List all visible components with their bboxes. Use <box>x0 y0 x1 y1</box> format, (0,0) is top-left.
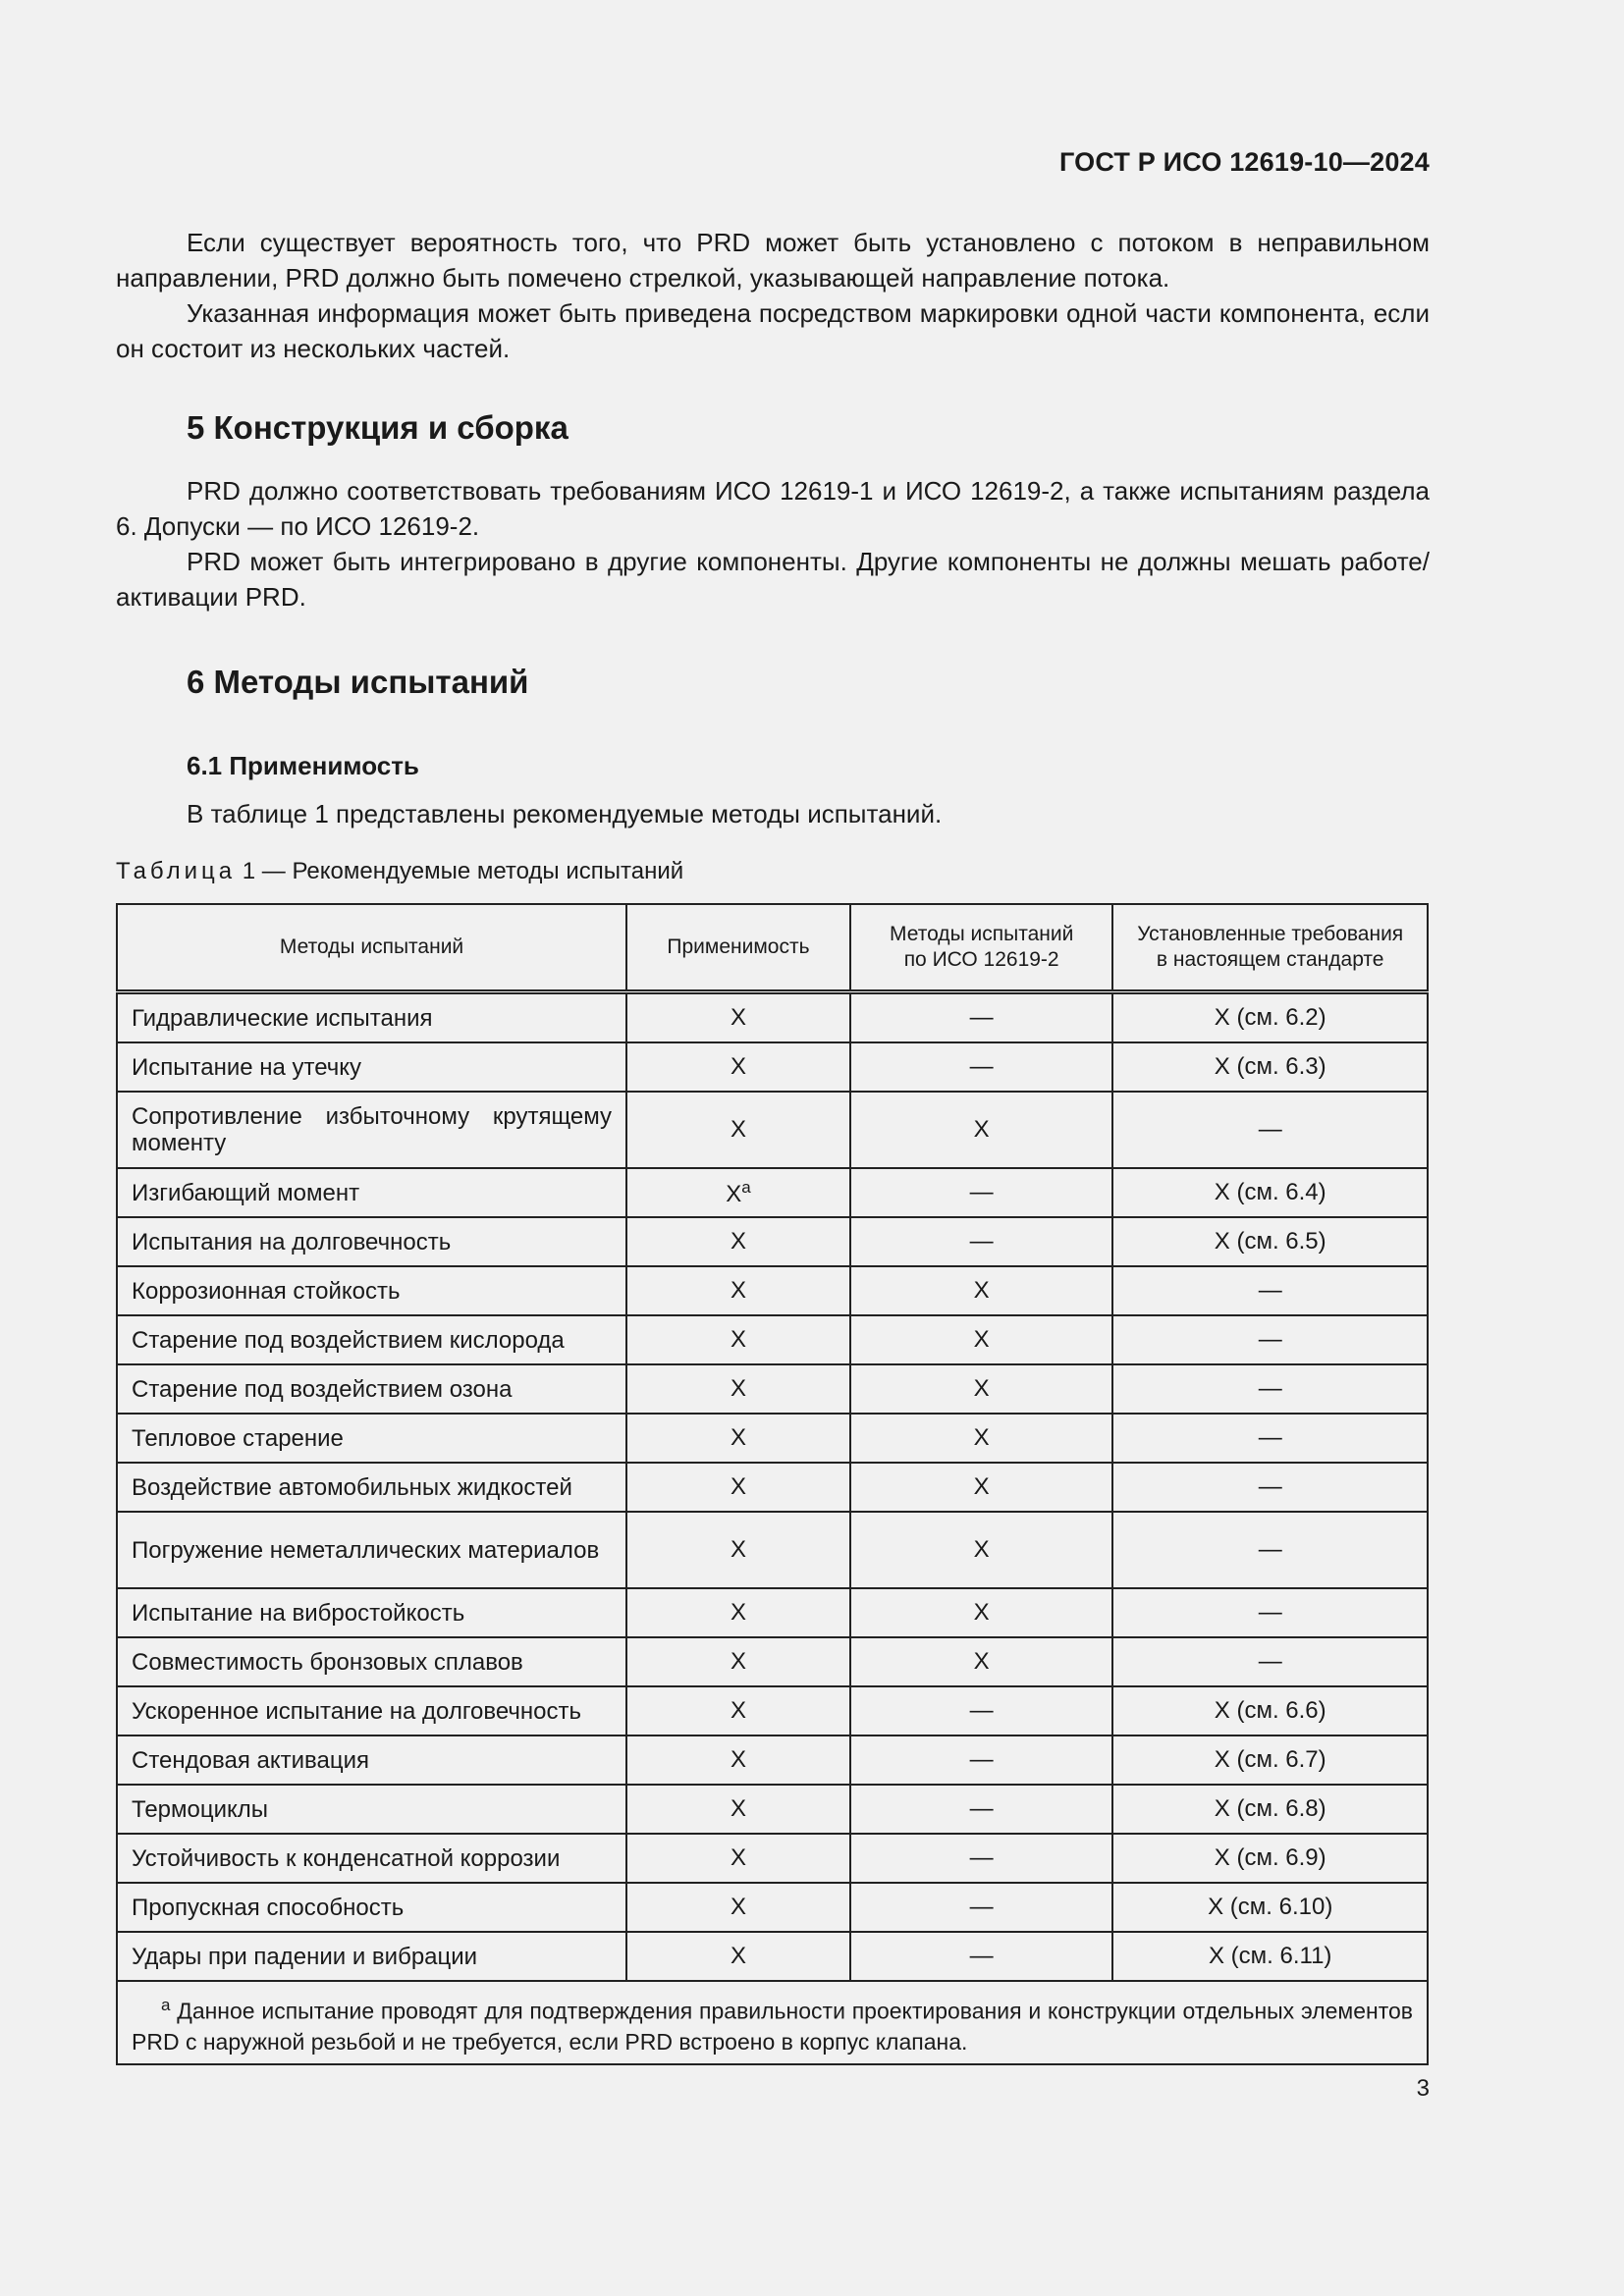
cell-method: Изгибающий момент <box>117 1168 626 1217</box>
cell-applicability: X <box>626 1785 850 1834</box>
cell-applicability: X <box>626 1414 850 1463</box>
cell-iso-method: — <box>850 1785 1113 1834</box>
cell-applicability: X <box>626 1217 850 1266</box>
table-caption-label: Таблица <box>116 858 237 884</box>
section-6-1-title: 6.1 Применимость <box>187 751 419 780</box>
table-row <box>117 1217 1428 1266</box>
cell-iso-method: X <box>850 1637 1113 1686</box>
cell-iso-method: X <box>850 1588 1113 1637</box>
cell-applicability: X <box>626 1686 850 1735</box>
cell-method: Устойчивость к конденсатной коррозии <box>117 1834 626 1883</box>
cell-requirement: — <box>1112 1463 1428 1512</box>
table-row <box>117 1785 1428 1834</box>
cell-requirement: X (см. 6.2) <box>1112 992 1428 1043</box>
cell-method: Воздействие автомобильных жидкостей <box>117 1463 626 1512</box>
cell-requirement: X (см. 6.5) <box>1112 1217 1428 1266</box>
cell-method: Термоциклы <box>117 1785 626 1834</box>
table-row <box>117 1315 1428 1364</box>
table-row <box>117 1932 1428 1981</box>
document-code-header: ГОСТ Р ИСО 12619-10—2024 <box>1059 147 1430 177</box>
cell-iso-method: X <box>850 1512 1113 1588</box>
cell-method: Испытание на вибростойкость <box>117 1588 626 1637</box>
cell-requirement: X (см. 6.3) <box>1112 1042 1428 1092</box>
cell-applicability: X <box>626 1266 850 1315</box>
cell-iso-method: X <box>850 1092 1113 1168</box>
cell-iso-method: X <box>850 1463 1113 1512</box>
cell-requirement: X (см. 6.10) <box>1112 1883 1428 1932</box>
cell-requirement: X (см. 6.11) <box>1112 1932 1428 1981</box>
section-5-paragraph-1: PRD должно соответствовать требованиям ИСО 12619-1 и ИСО 12619-2, а также испытаниям раздела 6. Допуски — по ИСО 12619-2. <box>116 476 1430 541</box>
table-row <box>117 1883 1428 1932</box>
table-row <box>117 1686 1428 1735</box>
cell-iso-method: — <box>850 1168 1113 1217</box>
cell-applicability: X <box>626 1463 850 1512</box>
table-row <box>117 1042 1428 1092</box>
table-row <box>117 992 1428 1043</box>
table-row <box>117 1168 1428 1217</box>
cell-applicability: X <box>626 1364 850 1414</box>
table-footnote <box>117 1981 1428 2064</box>
cell-iso-method: — <box>850 1932 1113 1981</box>
cell-applicability: X <box>626 992 850 1043</box>
table-row <box>117 1364 1428 1414</box>
header-iso-methods: Методы испытаний по ИСО 12619-2 <box>850 904 1113 992</box>
cell-applicability: X <box>626 1735 850 1785</box>
section-5-paragraph-2: PRD может быть интегрировано в другие компоненты. Другие компоненты не должны мешать работе/активации PRD. <box>116 547 1430 612</box>
cell-iso-method: — <box>850 1217 1113 1266</box>
cell-iso-method: — <box>850 1735 1113 1785</box>
cell-applicability: X <box>626 1042 850 1092</box>
cell-requirement: — <box>1112 1637 1428 1686</box>
cell-applicability: X <box>626 1834 850 1883</box>
cell-iso-method: — <box>850 992 1113 1043</box>
table-body <box>117 992 1428 1982</box>
table-header-row <box>117 904 1428 992</box>
page-number: 3 <box>1416 2075 1430 2102</box>
table-row <box>117 1735 1428 1785</box>
methods-table <box>116 903 1429 2065</box>
intro-paragraph-2: Указанная информация может быть приведена посредством маркировки одной части компонента, если он состоит из нескольких частей. <box>116 298 1430 363</box>
table-row <box>117 1266 1428 1315</box>
cell-method: Сопротивление избыточному крутящему моменту <box>117 1092 626 1168</box>
cell-iso-method: — <box>850 1883 1113 1932</box>
header-methods: Методы испытаний <box>117 904 626 992</box>
table-caption <box>116 858 683 885</box>
header-applicability: Применимость <box>626 904 850 992</box>
cell-requirement: X (см. 6.8) <box>1112 1785 1428 1834</box>
cell-requirement: X (см. 6.9) <box>1112 1834 1428 1883</box>
cell-iso-method: — <box>850 1834 1113 1883</box>
intro-paragraph-1: Если существует вероятность того, что PRD может быть установлено с потоком в неправильном направлении, PRD должно быть помечено стрелкой, указывающей направление потока. <box>116 228 1430 293</box>
cell-iso-method: X <box>850 1364 1113 1414</box>
cell-requirement: — <box>1112 1315 1428 1364</box>
cell-applicability: X <box>626 1637 850 1686</box>
cell-applicability: $X^a$ <box>626 1168 850 1217</box>
footnote-text: Данное испытание проводят для подтверждения правильности проектирования и конструкции отдельных элементов PRD с наружной резьбой и не требуется, если PRD встроено в корпус клапана. <box>132 1998 1413 2055</box>
footnote-mark: a <box>161 1996 171 2014</box>
cell-method: Пропускная способность <box>117 1883 626 1932</box>
cell-requirement: — <box>1112 1266 1428 1315</box>
cell-method: Гидравлические испытания <box>117 992 626 1043</box>
cell-requirement: X (см. 6.6) <box>1112 1686 1428 1735</box>
table-row <box>117 1092 1428 1168</box>
cell-requirement: — <box>1112 1588 1428 1637</box>
cell-requirement: X (см. 6.4) <box>1112 1168 1428 1217</box>
footnote-ref-mark: a <box>741 1177 751 1197</box>
cell-applicability: X <box>626 1883 850 1932</box>
cell-method: Совместимость бронзовых сплавов <box>117 1637 626 1686</box>
cell-method: Удары при падении и вибрации <box>117 1932 626 1981</box>
section-6-title: 6 Методы испытаний <box>187 664 529 700</box>
cell-iso-method: — <box>850 1686 1113 1735</box>
table-row <box>117 1637 1428 1686</box>
cell-iso-method: X <box>850 1315 1113 1364</box>
section-6-1-text: В таблице 1 представлены рекомендуемые методы испытаний. <box>187 799 943 828</box>
section-5-title: 5 Конструкция и сборка <box>187 409 568 446</box>
table-row <box>117 1414 1428 1463</box>
cell-requirement: — <box>1112 1414 1428 1463</box>
cell-method: Тепловое старение <box>117 1414 626 1463</box>
cell-method: Стендовая активация <box>117 1735 626 1785</box>
table-footnote-row <box>117 1981 1428 2064</box>
table-row <box>117 1834 1428 1883</box>
cell-method: Старение под воздействием озона <box>117 1364 626 1414</box>
table-row <box>117 1588 1428 1637</box>
table-row <box>117 1463 1428 1512</box>
document-page <box>116 0 1430 2296</box>
cell-method: Старение под воздействием кислорода <box>117 1315 626 1364</box>
cell-method: Ускоренное испытание на долговечность <box>117 1686 626 1735</box>
cell-iso-method: — <box>850 1042 1113 1092</box>
cell-method: Испытания на долговечность <box>117 1217 626 1266</box>
table-row <box>117 1512 1428 1588</box>
cell-applicability: X <box>626 1932 850 1981</box>
table-caption-text: 1 — Рекомендуемые методы испытаний <box>236 858 684 884</box>
cell-applicability: X <box>626 1512 850 1588</box>
cell-applicability: X <box>626 1588 850 1637</box>
cell-applicability: X <box>626 1315 850 1364</box>
cell-iso-method: X <box>850 1266 1113 1315</box>
cell-applicability: X <box>626 1092 850 1168</box>
cell-requirement: — <box>1112 1364 1428 1414</box>
cell-requirement: — <box>1112 1092 1428 1168</box>
cell-iso-method: X <box>850 1414 1113 1463</box>
cell-requirement: X (см. 6.7) <box>1112 1735 1428 1785</box>
cell-requirement: — <box>1112 1512 1428 1588</box>
cell-method: Погружение неметаллических материалов <box>117 1512 626 1588</box>
cell-method: Коррозионная стойкость <box>117 1266 626 1315</box>
header-requirements: Установленные требования в настоящем стандарте <box>1112 904 1428 992</box>
cell-method: Испытание на утечку <box>117 1042 626 1092</box>
